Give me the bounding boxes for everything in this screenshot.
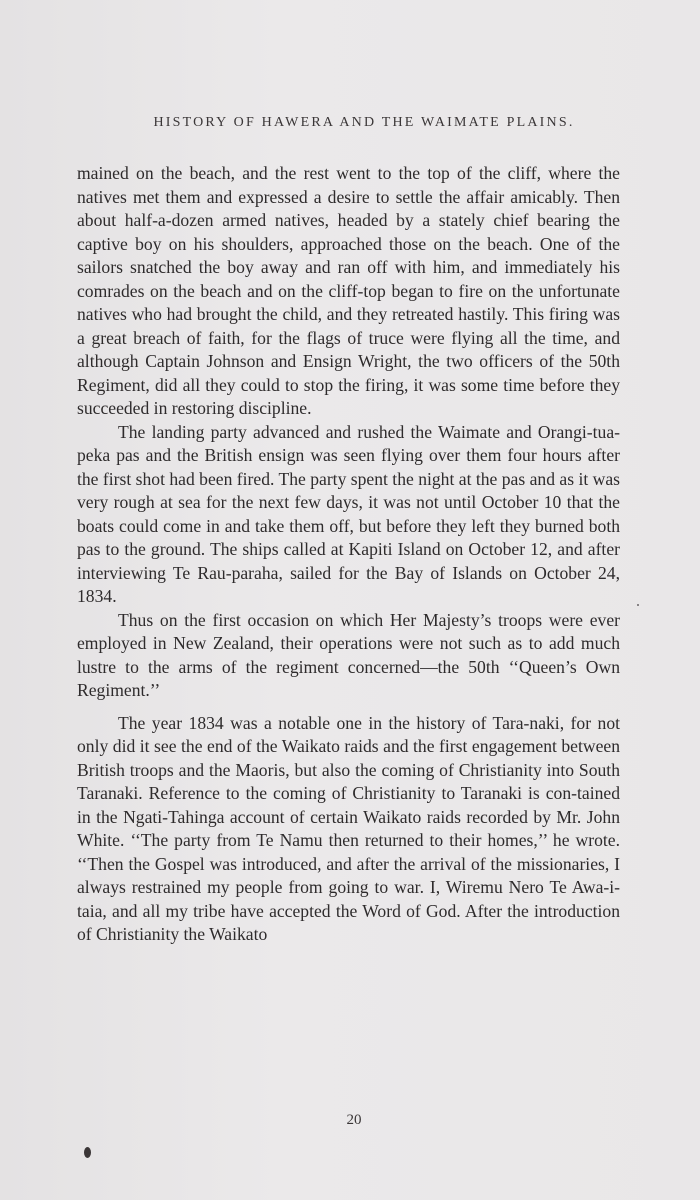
paragraph-year-1834: The year 1834 was a notable one in the history of Tara-naki, for not only did it see the end of the Waikato raids and the first engagement between British troops and the Maoris, but also the coming of Christianity into South Taranaki. Reference to the coming of Christianity to Taranaki is con-tained in the Ngati-Tahinga account of certain Waikato raids recorded by Mr. John White. ‘‘The party from Te Namu then returned to their homes,’’ he wrote. ‘‘Then the Gospel was introduced, and after the arrival of the missionaries, I always restrained my people from going to war. I, Wiremu Nero Te Awa-i-taia, and all my tribe have accepted the Word of God. After the introduction of Christianity the Waikato bbox=[77, 712, 620, 944]
page-number: 20 bbox=[346, 1112, 362, 1128]
paragraph-landing-party: The landing party advanced and rushed the Waimate and Orangi-tua-peka pas and the British ensign was seen flying over them four hours after the first shot had been fired. The party spent the night at the pas and as it was very rough at sea for the next few days, it was not until October 10 that the boats could come in and take them off, but before they left they burned both pas to the ground. The ships called at Kapiti Island on October 12, and after interviewing Te Rau-paraha, sailed for the Bay of Islands on October 24, 1834. bbox=[77, 421, 620, 606]
body-text bbox=[77, 162, 620, 947]
ink-speck bbox=[637, 604, 639, 606]
paragraph-continued: mained on the beach, and the rest went to the top of the cliff, where the natives met them and expressed a desire to settle the affair amicably. Then about half-a-dozen armed natives, headed by a stately chief bearing the captive boy on his shoulders, approached those on the beach. One of the sailors snatched the boy away and ran off with him, and immediately his comrades on the beach and on the cliff-top began to fire on the unfortunate natives who had brought the child, and they retreated hastily. This firing was a great breach of faith, for the flags of truce were flying all the time, and although Captain Johnson and Ensign Wright, the two officers of the 50th Regiment, did all they could to stop the firing, it was some time before they succeeded in restoring discipline. bbox=[77, 163, 620, 418]
running-header: HISTORY OF HAWERA AND THE WAIMATE PLAINS. bbox=[153, 115, 575, 130]
ink-speck bbox=[84, 1147, 91, 1158]
paragraph-first-occasion: Thus on the first occasion on which Her Majesty’s troops were ever employed in New Zealand, their operations were not such as to add much lustre to the arms of the regiment concerned—the 50th ‘‘Queen’s Own Regiment.’’ bbox=[77, 609, 620, 700]
